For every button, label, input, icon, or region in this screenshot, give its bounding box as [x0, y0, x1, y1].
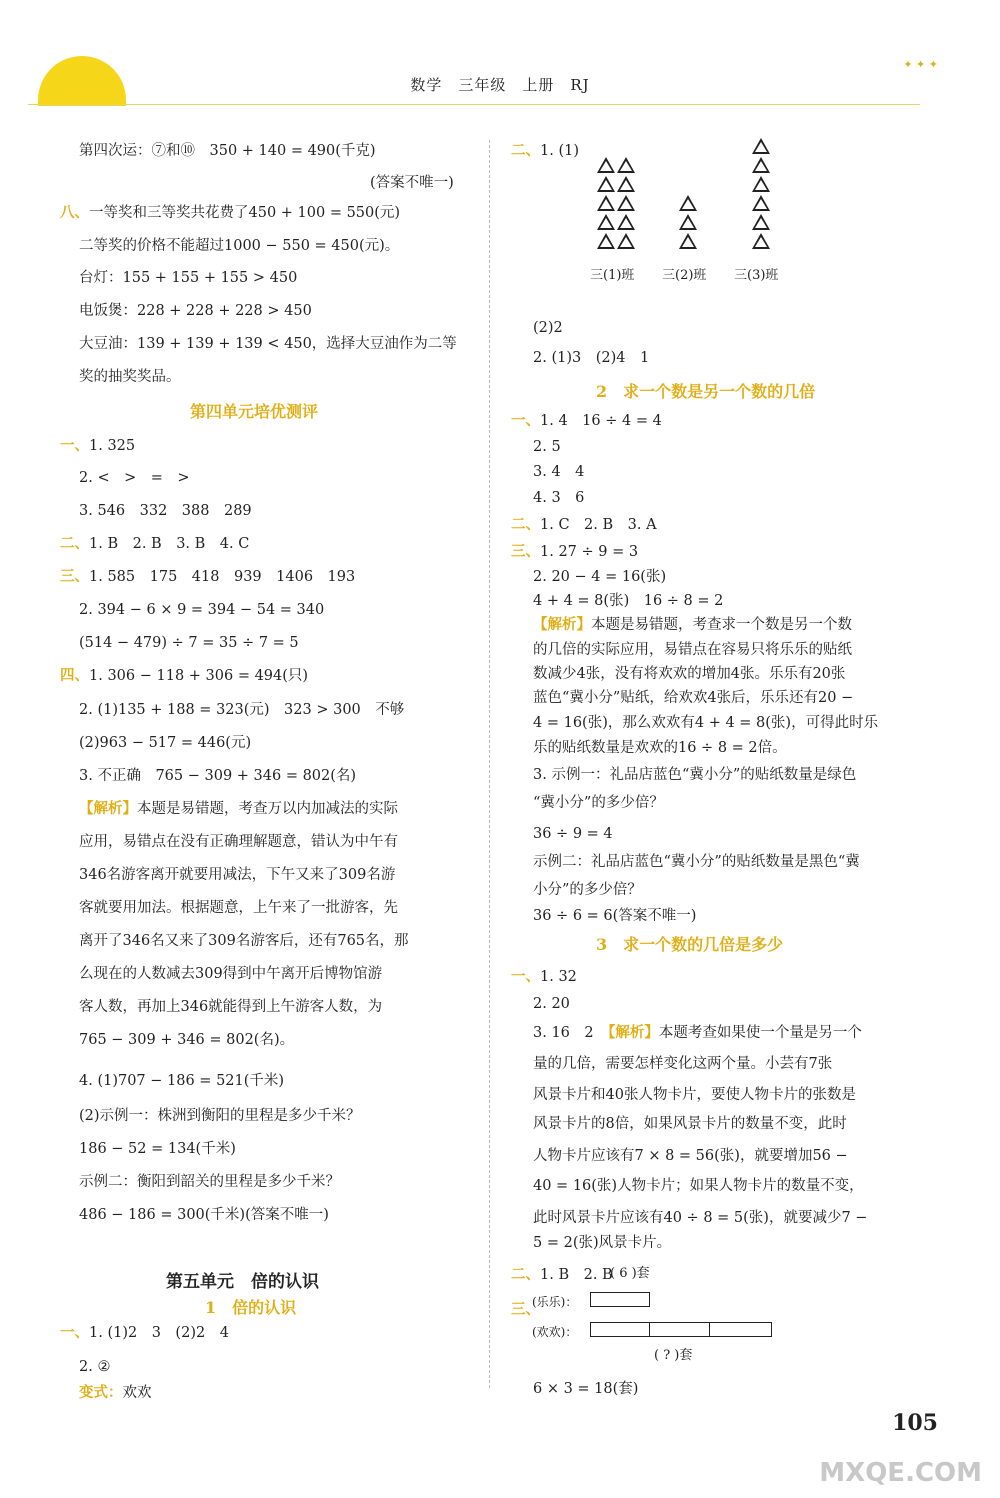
answer-line — [511, 515, 657, 535]
line-text: 36 ÷ 9 = 4 — [533, 826, 613, 842]
answer-line — [79, 600, 324, 620]
answer-line — [533, 348, 649, 368]
section-title: 第四单元培优测评 — [190, 402, 319, 421]
triangle-symbol — [617, 176, 635, 192]
answer-line — [79, 799, 398, 819]
line-text: 1. 325 — [89, 438, 136, 454]
answer-line — [533, 640, 852, 660]
answer-line — [60, 436, 135, 456]
triangle-symbol — [597, 214, 615, 230]
line-text: 离开了346名又来了309名游客后，还有765名，那 — [79, 933, 409, 949]
answer-line — [533, 591, 723, 611]
answer-line — [511, 542, 638, 562]
triangle-symbol — [617, 157, 635, 173]
answer-line — [79, 468, 190, 488]
column-divider — [489, 140, 490, 1388]
answer-line — [60, 1323, 229, 1343]
line-text: 4 = 16(张)，那么欢欢有4 + 4 = 8(张)，可得此时乐 — [533, 715, 879, 731]
line-text: 风景卡片和40张人物卡片，要使人物卡片的张数是 — [533, 1087, 856, 1103]
answer-line — [511, 141, 579, 161]
answer-line — [79, 268, 297, 288]
watermark: MXQE.COM — [819, 1458, 982, 1488]
triangle-symbol — [752, 195, 770, 211]
line-text: 3. 546 332 388 289 — [79, 503, 252, 519]
triangle-symbol — [752, 214, 770, 230]
answer-line — [79, 832, 398, 852]
triangle-symbol — [597, 157, 615, 173]
question-marker: 二、 — [60, 535, 89, 552]
question-marker: 二、 — [511, 1266, 540, 1283]
answer-line — [533, 664, 845, 684]
line-text: 4. (1)707 − 186 = 521(千米) — [79, 1073, 285, 1089]
line-text: 应用，易错点在没有正确理解题意，错认为中午有 — [79, 834, 398, 850]
line-text: 数减少4张，没有将欢欢的增加4张。乐乐有20张 — [533, 666, 846, 682]
section-title: 3 求一个数的几倍是多少 — [596, 935, 784, 954]
answer-line — [533, 738, 787, 758]
question-marker: 三、 — [511, 1301, 540, 1318]
line-text: 此时风景卡片应该有40 ÷ 8 = 5(张)，就要减少7 − — [533, 1210, 868, 1226]
class-label-2: 三(2)班 — [662, 268, 707, 283]
analysis-tag: 【解析】 — [533, 616, 591, 633]
answer-line — [79, 700, 404, 720]
answer-line — [533, 1208, 867, 1228]
answer-line — [79, 301, 312, 321]
triangle-symbol — [752, 176, 770, 192]
answer-line — [60, 203, 400, 223]
analysis-tag: 【解析】 — [79, 800, 137, 817]
answer-line — [533, 824, 613, 844]
triangle-symbol — [752, 138, 770, 154]
answer-line — [79, 766, 356, 786]
line-text: 风景卡片的8倍，如果风景卡片的数量不变，此时 — [533, 1116, 847, 1132]
line-text: 346名游客离开就要用减法，下午又来了309名游 — [79, 867, 396, 883]
answer-line — [533, 615, 852, 635]
line-text: (514 − 479) ÷ 7 = 35 ÷ 7 = 5 — [79, 635, 299, 651]
answer-line — [533, 852, 860, 872]
line-text: 2. (1)3 (2)4 1 — [533, 350, 650, 366]
answer-line — [533, 1023, 862, 1043]
line-text: 2. 394 − 6 × 9 = 394 − 54 = 340 — [79, 602, 325, 618]
line-text: 人物卡片应该有7 × 8 = 56(张)，就要增加56 − — [533, 1148, 848, 1164]
line-text: 3. 16 2 — [533, 1025, 609, 1041]
answer-line — [533, 488, 584, 508]
answer-line — [533, 1146, 848, 1166]
answer-line — [533, 1379, 638, 1399]
answer-line — [79, 501, 252, 521]
answer-line — [60, 534, 249, 554]
line-text: 台灯：155 + 155 + 155 > 450 — [79, 270, 298, 286]
line-text: 486 − 186 = 300(千米)(答案不唯一) — [79, 1207, 329, 1223]
line-text: 2. (1)135 + 188 = 323(元) 323 > 300 不够 — [79, 702, 405, 718]
triangle-symbol — [679, 233, 697, 249]
answer-line — [511, 1265, 613, 1285]
answer-line — [533, 713, 878, 733]
answer-line — [60, 666, 308, 686]
answer-line — [79, 997, 382, 1017]
header-star-decoration: ✦ ✦ ✦ — [903, 58, 938, 71]
line-text: 2. ② — [79, 1359, 111, 1375]
line-text: 欢欢 — [122, 1385, 152, 1401]
line-text: 蓝色“冀小分”贴纸，给欢欢4张后，乐乐还有20 − — [533, 690, 854, 706]
line-text: 1. 585 175 418 939 1406 193 — [89, 569, 356, 585]
answer-line — [511, 411, 662, 431]
answer-line — [533, 1085, 856, 1105]
line-text: 1. 306 − 118 + 306 = 494(只) — [89, 668, 309, 684]
lele-bar — [590, 1292, 650, 1307]
answer-line — [79, 236, 399, 256]
answer-line — [533, 765, 856, 785]
triangle-symbol — [617, 195, 635, 211]
question-marker: 一、 — [511, 968, 540, 985]
line-text: 小分”的多少倍？ — [533, 882, 642, 898]
class-label-3: 三(3)班 — [734, 268, 779, 283]
line-text: 1. C 2. B 3. A — [540, 517, 657, 533]
answer-line — [533, 318, 563, 338]
answer-line — [79, 931, 409, 951]
question-marker: 一、 — [60, 1324, 89, 1341]
question-marker: 二、 — [511, 516, 540, 533]
line-text: “冀小分”的多少倍？ — [533, 795, 664, 811]
question-marker: 三、 — [511, 543, 540, 560]
line-text: 4 + 4 = 8(张) 16 ÷ 8 = 2 — [533, 593, 724, 609]
line-text: 示例二：衡阳到韶关的里程是多少千米？ — [79, 1174, 340, 1190]
answer-line — [533, 437, 561, 457]
line-text: 1. (1)2 3 (2)2 4 — [89, 1325, 229, 1341]
answer-line — [533, 994, 570, 1014]
line-text: 765 − 309 + 346 = 802(名)。 — [79, 1032, 295, 1048]
answer-line — [533, 1114, 847, 1134]
triangle-symbol — [752, 157, 770, 173]
line-text: 2. < > = > — [79, 470, 190, 486]
line-text: 的几倍的实际应用，易错点在容易只将乐乐的贴纸 — [533, 642, 852, 658]
line-text: (答案不唯一) — [370, 175, 454, 191]
question-marker: 四、 — [60, 667, 89, 684]
answer-line — [79, 367, 181, 387]
huanhuan-bar — [590, 1322, 772, 1337]
triangle-symbol — [679, 214, 697, 230]
answer-line — [533, 567, 666, 587]
answer-line — [533, 793, 664, 813]
triangle-symbol — [597, 176, 615, 192]
answer-line — [79, 1357, 110, 1377]
page-number: 105 — [892, 1410, 938, 1436]
line-text: 1. 4 16 ÷ 4 = 4 — [540, 413, 662, 429]
line-text: 4. 3 6 — [533, 490, 585, 506]
answer-line — [79, 633, 299, 653]
class-label-1: 三(1)班 — [590, 268, 635, 283]
answer-line — [79, 1205, 329, 1225]
answer-line — [79, 733, 251, 753]
answer-line — [533, 462, 584, 482]
line-text: 1. 27 ÷ 9 = 3 — [540, 544, 639, 560]
answer-line — [533, 1233, 671, 1253]
line-text: (2)2 — [533, 320, 563, 336]
line-text: 3. 不正确 765 − 309 + 346 = 802(名) — [79, 768, 357, 784]
line-text: 1. B 2. B 3. B 4. C — [89, 536, 250, 552]
triangle-symbol — [617, 214, 635, 230]
line-text: 乐的贴纸数量是欢欢的16 ÷ 8 = 2倍。 — [533, 740, 787, 756]
answer-line — [79, 334, 457, 354]
line-text: 本题是易错题，考查万以内加减法的实际 — [137, 801, 398, 817]
line-text: 大豆油：139 + 139 + 139 < 450，选择大豆油作为二等 — [79, 336, 457, 352]
answer-line — [60, 567, 355, 587]
line-text: 么现在的人数减去309得到中午离开后博物馆游 — [79, 966, 383, 982]
line-text: 1. (1) — [540, 143, 579, 159]
answer-line — [79, 865, 395, 885]
line-text: 1. 32 — [540, 969, 577, 985]
line-text: 36 ÷ 6 = 6(答案不唯一) — [533, 908, 697, 924]
analysis-tag: 【解析】 — [608, 1024, 659, 1041]
answer-line — [79, 1106, 361, 1126]
line-text: 186 − 52 = 134(千米) — [79, 1141, 236, 1157]
line-text: (2)示例一：株洲到衡阳的里程是多少千米？ — [79, 1108, 361, 1124]
line-text: 本题是易错题，考查求一个数是另一个数 — [591, 617, 852, 633]
analysis-tag: 变式： — [79, 1384, 123, 1401]
question-marker: 一、 — [60, 437, 89, 454]
answer-line — [533, 1054, 832, 1074]
diagram-top-label: ( 6 )套 — [610, 1266, 650, 1281]
answer-line — [370, 173, 454, 193]
unit-title: 第五单元 倍的认识 — [166, 1272, 319, 1292]
line-text: 客就要用加法。根据题意，上午来了一批游客，先 — [79, 900, 398, 916]
line-text: 客人数，再加上346就能得到上午游客人数，为 — [79, 999, 383, 1015]
answer-line — [79, 898, 398, 918]
answer-line — [533, 688, 853, 708]
header-rule — [28, 104, 920, 105]
diagram-huanhuan-label: (欢欢)： — [532, 1325, 578, 1339]
line-text: 奖的抽奖奖品。 — [79, 369, 181, 385]
diagram-lele-label: (乐乐)： — [532, 1295, 578, 1309]
answer-line — [533, 880, 642, 900]
diagram-bottom-label: ( ? )套 — [654, 1348, 693, 1363]
answer-line — [79, 1172, 340, 1192]
line-text: (2)963 − 517 = 446(元) — [79, 735, 252, 751]
line-text: 3. 4 4 — [533, 464, 585, 480]
page-header: 数学 三年级 上册 RJ — [410, 76, 590, 94]
answer-line — [533, 906, 696, 926]
line-text: 5 = 2(张)风景卡片。 — [533, 1235, 672, 1251]
line-text: 本题考查如果使一个量是另一个 — [658, 1025, 862, 1041]
answer-line — [533, 1176, 864, 1196]
section-title: 2 求一个数是另一个数的几倍 — [596, 382, 816, 401]
answer-line — [79, 1383, 152, 1403]
line-text: 电饭煲：228 + 228 + 228 > 450 — [79, 303, 312, 319]
line-text: 6 × 3 = 18(套) — [533, 1381, 639, 1397]
answer-line — [79, 1071, 284, 1091]
question-marker: 一、 — [511, 412, 540, 429]
answer-line — [79, 1139, 236, 1159]
line-text: 3. 示例一：礼品店蓝色“冀小分”的贴纸数量是绿色 — [533, 767, 857, 783]
triangle-symbol — [617, 233, 635, 249]
triangle-symbol — [679, 195, 697, 211]
line-text: 40 = 16(张)人物卡片；如果人物卡片的数量不变， — [533, 1178, 864, 1194]
answer-line — [79, 141, 376, 161]
line-text: 第四次运：⑦和⑩ 350 + 140 = 490(千克) — [79, 143, 376, 159]
triangle-symbol — [752, 233, 770, 249]
line-text: 2. 5 — [533, 439, 561, 455]
answer-line — [79, 964, 382, 984]
line-text: 2. 20 — [533, 996, 570, 1012]
line-text: 示例二：礼品店蓝色“冀小分”的贴纸数量是黑色“冀 — [533, 854, 860, 870]
answer-line — [79, 1030, 294, 1050]
triangle-symbol — [597, 233, 615, 249]
answer-line — [511, 967, 577, 987]
line-text: 量的几倍，需要怎样变化这两个量。小芸有7张 — [533, 1056, 833, 1072]
question-marker: 二、 — [511, 142, 540, 159]
line-text: 2. 20 − 4 = 16(张) — [533, 569, 667, 585]
triangle-symbol — [597, 195, 615, 211]
question-marker: 三、 — [60, 568, 89, 585]
question-marker: 八、 — [60, 204, 89, 221]
section-title: 1 倍的认识 — [205, 1298, 297, 1317]
line-text: 一等奖和三等奖共花费了450 + 100 = 550(元) — [89, 205, 401, 221]
line-text: 1. B 2. B — [540, 1267, 613, 1283]
line-text: 二等奖的价格不能超过1000 − 550 = 450(元)。 — [79, 238, 400, 254]
